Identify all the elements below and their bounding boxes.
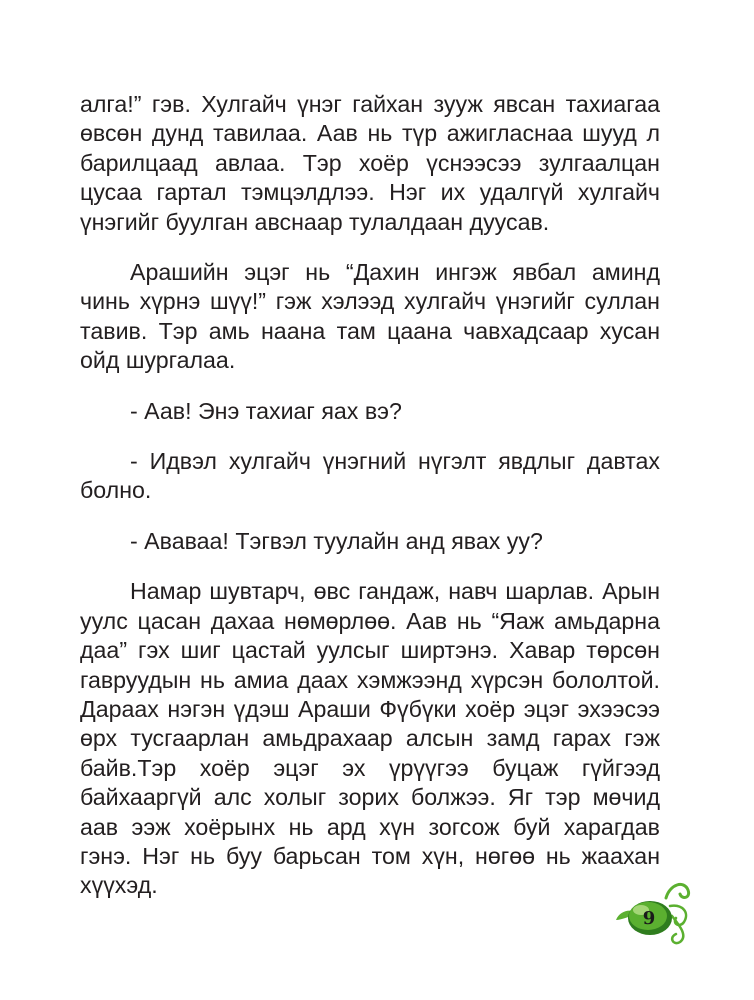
dialogue-line-1: - Аав! Энэ тахиаг яах вэ? — [130, 397, 402, 424]
paragraph-1: алга!” гэв. Хулгайч үнэг гайхан зууж явсан тахиагаа өвсөн дунд тавилаа. Аав нь түр ажигласнаа шууд л барилцаад авлаа. Тэр хоёр үснээсээ зулгаалцан цусаа гартал тэмцэлдлээ. Нэг их удалгүй хулгайч үнэгийг буулган авснаар тулалдаан дуусав. — [80, 91, 660, 235]
dialogue-line-3: - Ававаа! Тэгвэл туулайн анд явах уу? — [130, 527, 543, 554]
paragraph-2: Арашийн эцэг нь “Дахин ингэж явбал аминд чинь хүрнэ шүү!” гэж хэлээд хулгайч үнэгийг суллан тавив. Тэр амь наана там цаана чавхадсаар хусан ойд шургалаа. — [80, 259, 660, 374]
dialogue-line-2: - Идвэл хулгайч үнэгний нүгэлт явдлыг давтах болно. — [80, 448, 660, 504]
page-number-badge — [610, 876, 700, 946]
pea-pod-icon — [610, 876, 700, 946]
page-number: 9 — [642, 908, 656, 929]
paragraph-3: Намар шувтарч, өвс гандаж, навч шарлав. Арын уулс цасан дахаа нөмөрлөө. Аав нь “Яаж амьдарна даа” гэх шиг цастай уулсыг ширтэнэ. Хавар төрсөн гавруудын нь амиа даах хэмжээнд хүрсэн бололтой. Дараах нэгэн үдэш Араши Фүбүки хоёр эцэг эхээсээ өрх тусгаарлан амьдрахаар алсын замд гарах гэж байв.Тэр хоёр эцэг эх үрүүгээ буцаж гүйгээд байхааргүй алс холыг зорих болжээ. Яг тэр мөчид аав ээж хоёрынх нь ард хүн зогсож буй харагдав гэнэ. Нэг нь буу барьсан том хүн, нөгөө нь жаахан хүүхэд. — [80, 578, 660, 899]
story-text — [80, 90, 660, 922]
